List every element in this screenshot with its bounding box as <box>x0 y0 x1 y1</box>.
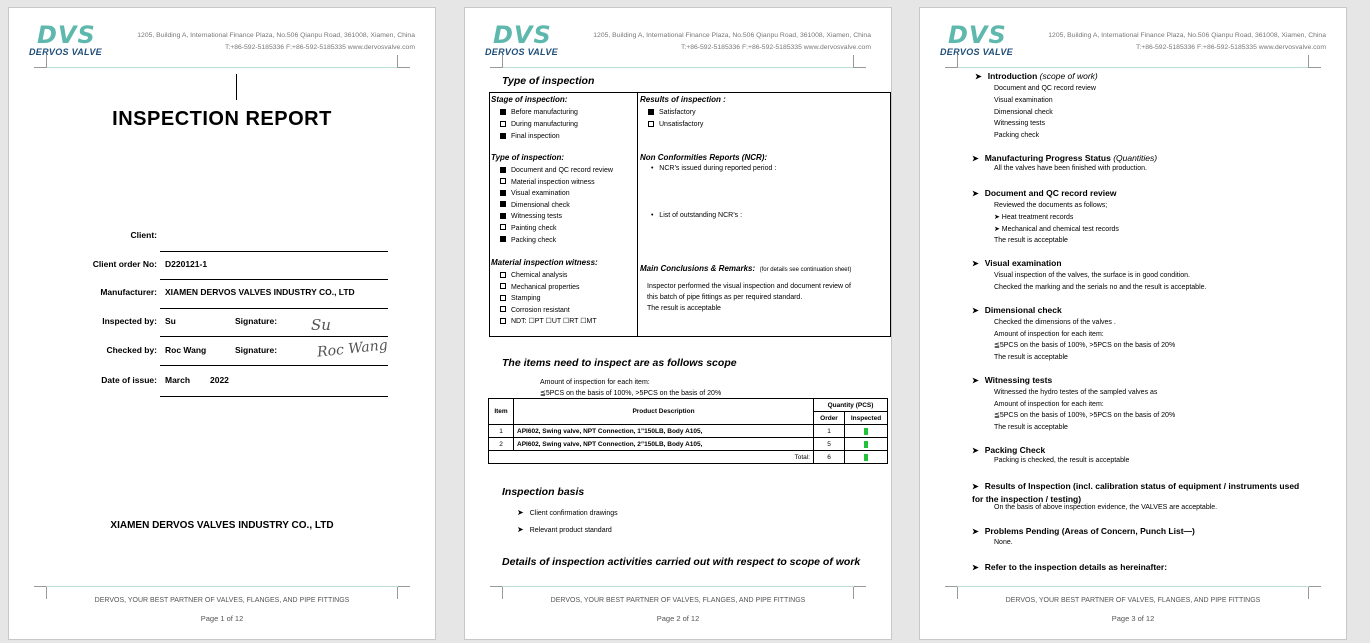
logo-mark: DVS <box>493 21 552 49</box>
type-item: Witnessing tests <box>500 211 613 223</box>
section-title: ➤ Refer to the inspection details as hereinafter: <box>972 562 1168 572</box>
material-item: Chemical analysis <box>500 270 597 282</box>
section-title: ➤ Document and QC record review <box>972 188 1117 198</box>
page-2 <box>464 7 892 640</box>
corner-mark <box>945 55 958 68</box>
stage-item: During manufacturing <box>500 119 578 131</box>
material-item: NDT: ☐PT ☐UT ☐RT ☐MT <box>500 316 597 328</box>
ncr-item: • List of outstanding NCR’s : <box>651 212 743 219</box>
items-table <box>488 398 888 464</box>
total-inspected <box>845 451 888 464</box>
section-body: None. <box>994 539 1013 546</box>
type-item: Packing check <box>500 235 613 247</box>
type-item: Visual examination <box>500 188 613 200</box>
field-line <box>160 308 388 309</box>
stage-list <box>500 107 578 143</box>
corner-mark <box>1308 55 1321 68</box>
section-body: Visual inspection of the valves, the surface is in good condition. Checked the marking and the serials no and the result is acceptable. <box>994 272 1207 291</box>
checkbox-checked <box>500 190 506 196</box>
footer-divider <box>46 586 398 587</box>
client-label: Client: <box>130 230 157 240</box>
signature-label: Signature: <box>235 316 278 326</box>
section-body: On the basis of above inspection evidence, the VALVES are acceptable. <box>994 504 1218 511</box>
material-item: Corrosion resistant <box>500 305 597 317</box>
company-name: XIAMEN DERVOS VALVES INDUSTRY CO., LTD <box>110 520 334 531</box>
section-body: Document and QC record review Visual examination Dimensional check Witnessing tests Packing check <box>994 85 1096 140</box>
page-number: Page 1 of 12 <box>200 614 244 623</box>
amount-line: Amount of inspection for each item: <box>540 379 650 386</box>
header-address: 1205, Building A, International Finance Plaza, No.506 Qianpu Road, 361008, Xiamen, China <box>137 32 415 39</box>
footer-divider <box>502 586 854 587</box>
table-row <box>489 425 888 438</box>
footer-slogan: DERVOS, YOUR BEST PARTNER OF VALVES, FLANGES, AND PIPE FITTINGS <box>1005 597 1261 604</box>
logo-name: DERVOS VALVE <box>29 47 102 57</box>
checkbox-empty <box>648 121 654 127</box>
section-title: ➤ Witnessing tests <box>972 375 1053 385</box>
page-number: Page 2 of 12 <box>656 614 700 623</box>
field-line <box>160 365 388 366</box>
section-body: Reviewed the documents as follows; ➤ Heat treatment records ➤ Mechanical and chemical test records The result is acceptable <box>994 202 1119 245</box>
logo-name: DERVOS VALVE <box>485 47 558 57</box>
conclusions-text <box>647 281 851 314</box>
ncr-item: • NCR’s issued during reported period : <box>651 165 777 172</box>
corner-mark <box>397 55 410 68</box>
cell-inspected <box>845 425 888 438</box>
amount-line: ≦5PCS on the basis of 100%, >5PCS on the basis of 20% <box>540 390 722 397</box>
logo-mark: DVS <box>948 21 1007 49</box>
order-label: Client order No: <box>92 259 157 269</box>
checkbox-empty <box>500 295 506 301</box>
table-row <box>489 438 888 451</box>
checked-by-label: Checked by: <box>106 345 157 355</box>
inspected-by-label: Inspected by: <box>102 316 157 326</box>
col-order-header: Order <box>814 412 845 425</box>
header-contact: T:+86-592-5185336 F:+86-592-5185335 www.dervosvalve.com <box>1135 44 1326 51</box>
header-address-block <box>137 30 415 54</box>
type-item: Document and QC record review <box>500 165 613 177</box>
material-item: Mechanical properties <box>500 282 597 294</box>
field-line <box>160 396 388 397</box>
type-item: Painting check <box>500 223 613 235</box>
checkbox-empty <box>500 178 506 184</box>
cell-item: 1 <box>489 425 514 438</box>
col-desc-header: Product Description <box>514 399 814 425</box>
page-3 <box>919 7 1347 640</box>
section-title: ➤ Dimensional check <box>972 305 1062 315</box>
checkbox-checked <box>500 201 506 207</box>
field-line <box>160 279 388 280</box>
section-title: ➤ Introduction (scope of work) <box>975 71 1098 81</box>
section-title: ➤ Results of Inspection (incl. calibration status of equipment / instruments used for the inspection / testing) <box>972 481 1300 504</box>
checked-by-value: Roc Wang <box>165 345 207 355</box>
checkbox-empty <box>500 318 506 324</box>
box-divider <box>637 92 638 337</box>
field-line <box>160 336 388 337</box>
type-title: Type of inspection: <box>491 153 565 162</box>
col-qty-header: Quantity (PCS) <box>814 399 888 412</box>
section-heading: Details of inspection activities carried out with respect to scope of work <box>502 556 861 568</box>
results-list <box>648 107 703 131</box>
section-heading: Inspection basis <box>502 486 585 498</box>
result-item: Unsatisfactory <box>648 119 703 131</box>
report-title: INSPECTION REPORT <box>112 108 332 130</box>
section-body: Packing is checked, the result is acceptable <box>994 457 1130 464</box>
col-item-header: Item <box>489 399 514 425</box>
cell-desc: API602, Swing valve, NPT Connection, 1”150LB, Body A105, <box>514 425 814 438</box>
material-title: Material inspection witness: <box>491 258 598 267</box>
conclusions-line: Inspector performed the visual inspection and document review of <box>647 283 851 290</box>
signature-label: Signature: <box>235 345 278 355</box>
date-month: March <box>165 375 191 385</box>
cell-item: 2 <box>489 438 514 451</box>
order-value: D220121-1 <box>165 259 208 269</box>
section-title: ➤ Visual examination <box>972 258 1062 268</box>
table-total-row <box>489 451 888 464</box>
table-header-row <box>489 399 888 412</box>
header-address-block <box>593 30 871 54</box>
total-label: Total: <box>489 451 814 464</box>
highlighted-value: 1 <box>864 427 868 435</box>
header-divider <box>34 67 410 68</box>
checkbox-checked <box>500 167 506 173</box>
header-divider <box>490 67 866 68</box>
header-divider <box>945 67 1321 68</box>
footer-divider <box>957 586 1309 587</box>
page-1 <box>8 7 436 640</box>
section-heading: Type of inspection <box>502 75 595 87</box>
stage-item: Final inspection <box>500 131 578 143</box>
conclusions-note: (for details see continuation sheet) <box>759 267 852 273</box>
header-address-block <box>1048 30 1326 54</box>
checkbox-empty <box>500 121 506 127</box>
highlighted-value: 6 <box>864 453 868 461</box>
date-label: Date of issue: <box>101 375 157 385</box>
header-contact: T:+86-592-5185336 F:+86-592-5185335 www.dervosvalve.com <box>224 44 415 51</box>
basis-item: ➤ Client confirmation drawings <box>517 508 618 517</box>
ncr-title: Non Conformities Reports (NCR): <box>640 153 768 162</box>
checkbox-checked <box>500 133 506 139</box>
stage-title: Stage of inspection: <box>491 95 568 104</box>
section-body: All the valves have been finished with production. <box>994 165 1147 172</box>
type-list <box>500 165 613 246</box>
result-item: Satisfactory <box>648 107 703 119</box>
cell-inspected <box>845 438 888 451</box>
type-item: Material inspection witness <box>500 177 613 189</box>
amount-text <box>540 377 721 399</box>
field-line <box>160 251 388 252</box>
checkbox-checked <box>500 213 506 219</box>
stage-item: Before manufacturing <box>500 107 578 119</box>
section-body: Checked the dimensions of the valves . Amount of inspection for each item: ≦5PCS on the basis of 100%, >5PCS on the basis of 20% The result is acceptable <box>994 319 1176 361</box>
col-inspected-header: Inspected <box>845 412 888 425</box>
manufacturer-label: Manufacturer: <box>100 287 157 297</box>
signature-roc: Roc Wang <box>316 337 389 361</box>
cell-order: 5 <box>814 438 845 451</box>
section-body: Witnessed the hydro testes of the sampled valves as Amount of inspection for each item: ≦5PCS on the basis of 100%, >5PCS on the basis of 20% The result is acceptable <box>994 389 1176 431</box>
conclusions-title: Main Conclusions & Remarks: <box>640 264 756 273</box>
inspected-by-value: Su <box>165 316 176 326</box>
logo-name: DERVOS VALVE <box>940 47 1013 57</box>
header-contact: T:+86-592-5185336 F:+86-592-5185335 www.dervosvalve.com <box>680 44 871 51</box>
checkbox-checked <box>648 109 654 115</box>
logo-mark: DVS <box>37 21 96 49</box>
type-item: Dimensional check <box>500 200 613 212</box>
header-address: 1205, Building A, International Finance Plaza, No.506 Qianpu Road, 361008, Xiamen, China <box>593 32 871 39</box>
signature-su: Su <box>311 316 331 334</box>
footer-slogan: DERVOS, YOUR BEST PARTNER OF VALVES, FLANGES, AND PIPE FITTINGS <box>94 597 350 604</box>
checkbox-checked <box>500 109 506 115</box>
header-address: 1205, Building A, International Finance Plaza, No.506 Qianpu Road, 361008, Xiamen, China <box>1048 32 1326 39</box>
footer-slogan: DERVOS, YOUR BEST PARTNER OF VALVES, FLANGES, AND PIPE FITTINGS <box>550 597 806 604</box>
manufacturer-value: XIAMEN DERVOS VALVES INDUSTRY CO., LTD <box>165 287 355 297</box>
date-year: 2022 <box>210 375 229 385</box>
total-order: 6 <box>814 451 845 464</box>
corner-mark <box>490 55 503 68</box>
corner-mark <box>853 55 866 68</box>
results-title: Results of inspection : <box>640 95 726 104</box>
checkbox-empty <box>500 224 506 230</box>
section-title: ➤ Manufacturing Progress Status (Quantities) <box>972 153 1158 163</box>
conclusions-line: this batch of pipe fittings as per required standard. <box>647 294 803 301</box>
cell-desc: API602, Swing valve, NPT Connection, 2”150LB, Body A105, <box>514 438 814 451</box>
material-item: Stamping <box>500 293 597 305</box>
checkbox-checked <box>500 236 506 242</box>
text-cursor <box>236 74 237 100</box>
corner-mark <box>34 55 47 68</box>
checkbox-empty <box>500 306 506 312</box>
section-title: ➤ Problems Pending (Areas of Concern, Punch List—) <box>972 526 1195 536</box>
checkbox-empty <box>500 283 506 289</box>
checkbox-empty <box>500 272 506 278</box>
conclusions-header <box>640 258 851 276</box>
cell-order: 1 <box>814 425 845 438</box>
page-number: Page 3 of 12 <box>1111 614 1155 623</box>
section-heading: The items need to inspect are as follows scope <box>502 357 737 369</box>
conclusions-line: The result is acceptable <box>647 305 721 312</box>
section-title: ➤ Packing Check <box>972 445 1046 455</box>
highlighted-value: 5 <box>864 440 868 448</box>
basis-item: ➤ Relevant product standard <box>517 525 612 534</box>
material-list <box>500 270 597 328</box>
